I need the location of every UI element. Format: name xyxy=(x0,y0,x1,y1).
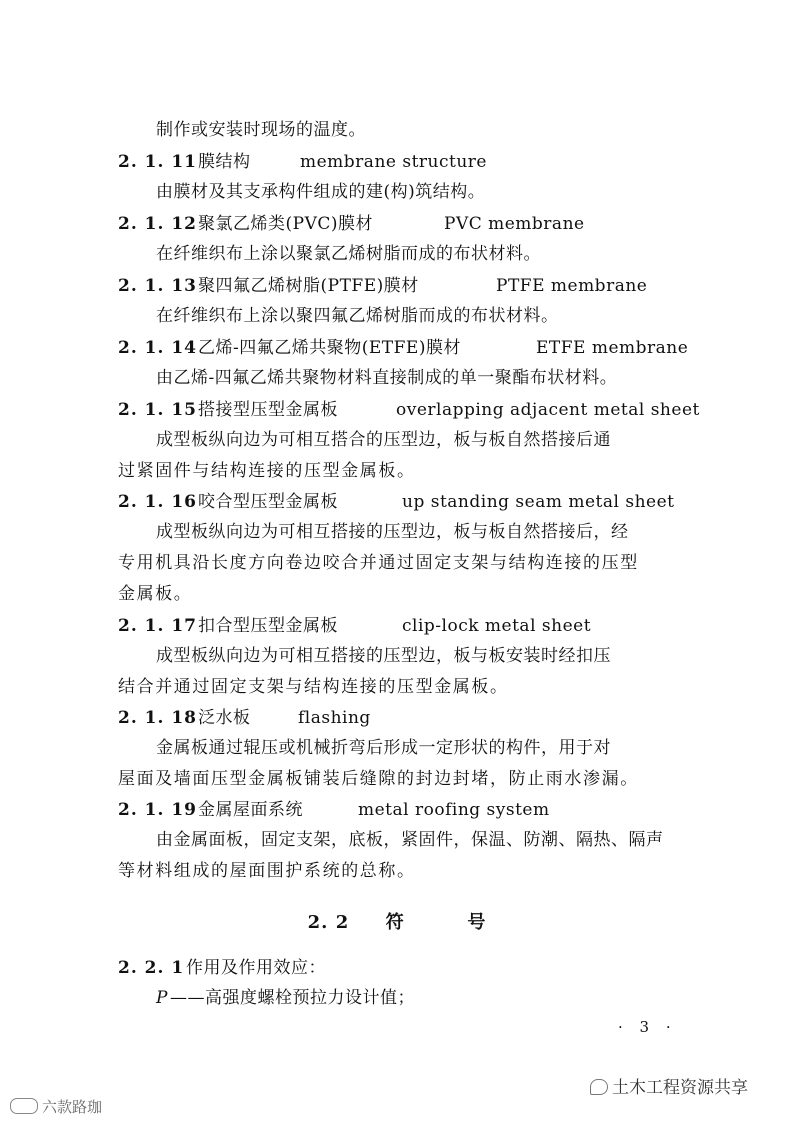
term-english: PTFE membrane xyxy=(496,276,648,296)
body-line: 过紧固件与结构连接的压型金属板。 xyxy=(118,461,416,481)
term-english: flashing xyxy=(298,708,371,728)
clause-number: 2. 1. 13 xyxy=(118,276,197,296)
body-line: 成型板纵向边为可相互搭合的压型边，板与板自然搭接后通 xyxy=(156,430,611,450)
clause-number: 2. 2. 1 xyxy=(118,958,185,978)
body-line: 成型板纵向边为可相互搭接的压型边，板与板安装时经扣压 xyxy=(156,646,611,666)
body-line: 由乙烯-四氟乙烯共聚物材料直接制成的单一聚酯布状材料。 xyxy=(156,368,618,388)
symbol: P xyxy=(156,988,168,1008)
watermark-left-text: 六款路珈 xyxy=(42,1098,103,1116)
watermark-right xyxy=(590,1073,748,1098)
section-heading xyxy=(0,908,794,934)
watermark-left xyxy=(10,1096,102,1117)
body-line: 等材料组成的屋面围护系统的总称。 xyxy=(118,861,416,881)
body-line: 在纤维织布上涂以聚氯乙烯树脂而成的布状材料。 xyxy=(156,244,541,264)
term-english: overlapping adjacent metal sheet xyxy=(396,400,700,420)
page-number: · 3 · xyxy=(618,1018,677,1036)
term-chinese: 金属屋面系统 xyxy=(198,800,303,820)
clause-number: 2. 1. 17 xyxy=(118,616,197,636)
clause-number: 2. 1. 12 xyxy=(118,214,197,234)
body-line: 在纤维织布上涂以聚四氟乙烯树脂而成的布状材料。 xyxy=(156,306,559,326)
body-line: 专用机具沿长度方向卷边咬合并通过固定支架与结构连接的压型 xyxy=(118,553,639,573)
term-english: membrane structure xyxy=(300,152,487,172)
body-line: 结合并通过固定支架与结构连接的压型金属板。 xyxy=(118,677,509,697)
term-chinese: 扣合型压型金属板 xyxy=(198,616,338,636)
watermark-logo-icon xyxy=(10,1098,38,1114)
clause-number: 2. 1. 14 xyxy=(118,338,197,358)
clause-number: 2. 1. 19 xyxy=(118,800,197,820)
clause-number: 2. 1. 15 xyxy=(118,400,197,420)
term-english: up standing seam metal sheet xyxy=(402,492,675,512)
term-chinese: 泛水板 xyxy=(198,708,251,728)
term-english: metal roofing system xyxy=(358,800,550,820)
term-chinese: 搭接型压型金属板 xyxy=(198,400,338,420)
clause-number: 2. 1. 16 xyxy=(118,492,197,512)
body-line: 金属板。 xyxy=(118,584,193,604)
term-chinese: 乙烯-四氟乙烯共聚物(ETFE)膜材 xyxy=(198,338,461,358)
section-title-char-1: 符 xyxy=(385,912,405,933)
term-chinese: 咬合型压型金属板 xyxy=(198,492,338,512)
body-line: 由金属面板，固定支架，底板，紧固件，保温、防潮、隔热、隔声 xyxy=(156,830,664,850)
term-chinese: 聚氯乙烯类(PVC)膜材 xyxy=(198,214,373,234)
watermark-right-text: 土木工程资源共享 xyxy=(612,1078,748,1098)
clause-number: 2. 1. 18 xyxy=(118,708,197,728)
term-english: clip-lock metal sheet xyxy=(402,616,592,636)
body-line: 金属板通过辊压或机械折弯后形成一定形状的构件，用于对 xyxy=(156,738,611,758)
section-title-char-2: 号 xyxy=(467,912,487,933)
term-english: ETFE membrane xyxy=(536,338,689,358)
clause-text: 作用及作用效应： xyxy=(186,958,326,978)
term-chinese: 膜结构 xyxy=(198,152,251,172)
symbol-description: ——高强度螺栓预拉力设计值； xyxy=(170,988,415,1008)
body-line: 成型板纵向边为可相互搭接的压型边，板与板自然搭接后，经 xyxy=(156,522,629,542)
body-line: 制作或安装时现场的温度。 xyxy=(156,120,366,140)
section-number: 2. 2 xyxy=(307,912,350,933)
clause-number: 2. 1. 11 xyxy=(118,152,197,172)
body-line: 由膜材及其支承构件组成的建(构)筑结构。 xyxy=(156,182,486,202)
wechat-icon xyxy=(590,1079,608,1095)
term-english: PVC membrane xyxy=(444,214,585,234)
term-chinese: 聚四氟乙烯树脂(PTFE)膜材 xyxy=(198,276,419,296)
body-line: 屋面及墙面压型金属板铺装后缝隙的封边封堵，防止雨水渗漏。 xyxy=(118,769,639,789)
